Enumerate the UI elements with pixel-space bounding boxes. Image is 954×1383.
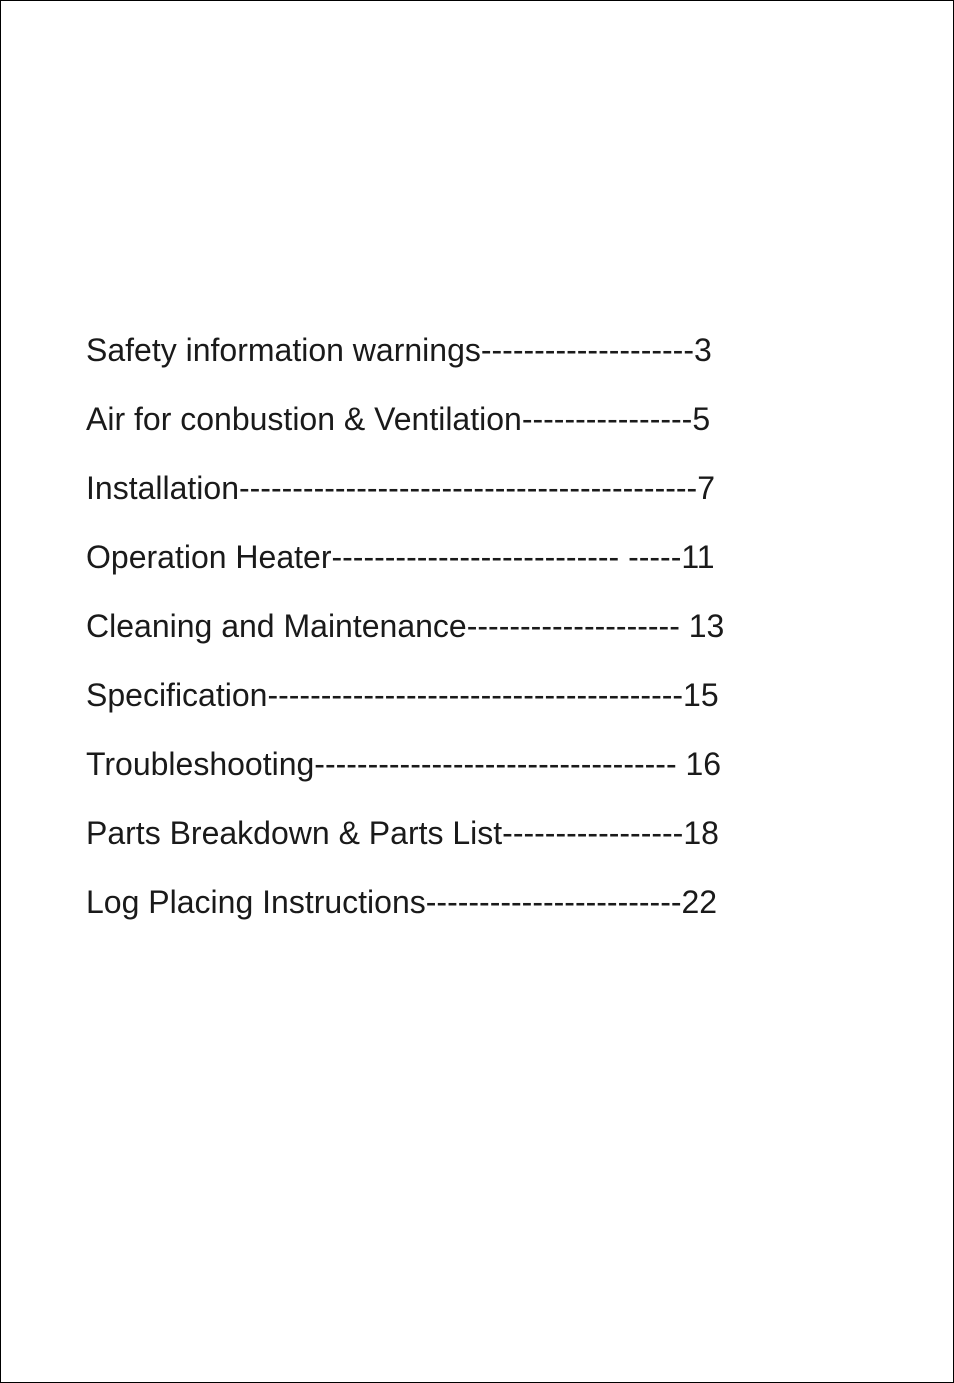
toc-entry-operation-heater: Operation Heater--------------------------- -----11 bbox=[86, 539, 715, 575]
toc-entry-parts-breakdown: Parts Breakdown & Parts List-----------------18 bbox=[86, 815, 719, 851]
toc-entry-air-for-combustion: Air for conbustion & Ventilation----------------5 bbox=[86, 401, 711, 437]
toc-entry-log-placing: Log Placing Instructions------------------------22 bbox=[86, 884, 718, 920]
toc-entry-safety-information: Safety information warnings--------------------3 bbox=[86, 332, 712, 368]
toc-entry-troubleshooting: Troubleshooting---------------------------------- 16 bbox=[86, 746, 722, 782]
toc-entry-installation: Installation-------------------------------------------7 bbox=[86, 470, 715, 506]
toc-entry-cleaning-maintenance: Cleaning and Maintenance-------------------- 13 bbox=[86, 608, 725, 644]
toc-entry-specification: Specification---------------------------------------15 bbox=[86, 677, 719, 713]
table-of-contents bbox=[86, 328, 846, 949]
